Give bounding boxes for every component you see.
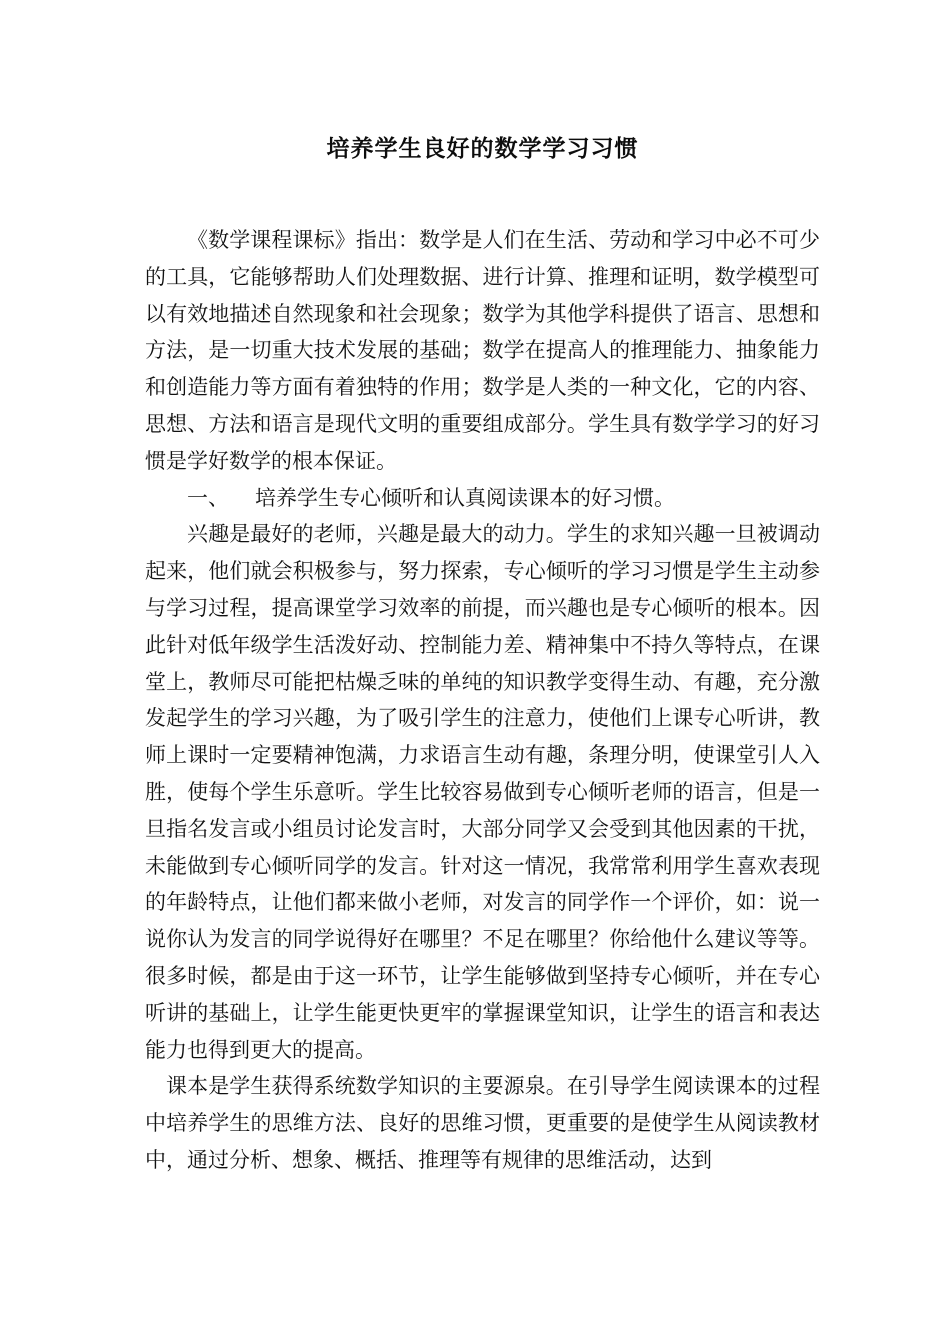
section-heading-number: 一、 <box>187 485 229 510</box>
paragraph-intro: 《数学课程课标》指出：数学是人们在生活、劳动和学习中必不可少的工具，它能够帮助人们处理数据、进行计算、推理和证明，数学模型可以有效地描述自然现象和社会现象；数学为其他学科提供了语言、思想和方法，是一切重大技术发展的基础；数学在提高人的推理能力、抽象能力和创造能力等方面有着独特的作用；数学是人类的一种文化，它的内容、思想、方法和语言是现代文明的重要组成部分。学生具有数学学习的好习惯是学好数学的根本保证。 <box>145 228 820 473</box>
document-title: 培养学生良好的数学学习习惯 <box>326 136 639 162</box>
document-page <box>145 128 820 1179</box>
paragraph-interest: 兴趣是最好的老师，兴趣是最大的动力。学生的求知兴趣一旦被调动起来，他们就会积极参与，努力探索，专心倾听的学习习惯是学生主动参与学习过程，提高课堂学习效率的前提，而兴趣也是专心倾听的根本。因此针对低年级学生活泼好动、控制能力差、精神集中不持久等特点，在课堂上，教师尽可能把枯燥乏味的单纯的知识教学变得生动、有趣，充分激发起学生的学习兴趣，为了吸引学生的注意力，使他们上课专心听讲，教师上课时一定要精神饱满，力求语言生动有趣，条理分明，使课堂引人入胜，使每个学生乐意听。学生比较容易做到专心倾听老师的语言，但是一旦指名发言或小组员讨论发言时，大部分同学又会受到其他因素的干扰，未能做到专心倾听同学的发言。针对这一情况，我常常利用学生喜欢表现的年龄特点，让他们都来做小老师，对发言的同学作一个评价，如：说一说你认为发言的同学说得好在哪里？不足在哪里？你给他什么建议等等。很多时候，都是由于这一环节，让学生能够做到坚持专心倾听，并在专心听讲的基础上，让学生能更快更牢的掌握课堂知识，让学生的语言和表达能力也得到更大的提高。 <box>145 522 820 1062</box>
section-heading-text: 培养学生专心倾听和认真阅读课本的好习惯。 <box>255 485 675 510</box>
section-heading <box>145 480 820 517</box>
paragraph-textbook: 课本是学生获得系统数学知识的主要源泉。在引导学生阅读课本的过程中培养学生的思维方法、良好的思维习惯，更重要的是使学生从阅读教材中，通过分析、想象、概括、推理等有规律的思维活动，达到 <box>145 1074 820 1172</box>
document-body <box>145 222 820 1179</box>
